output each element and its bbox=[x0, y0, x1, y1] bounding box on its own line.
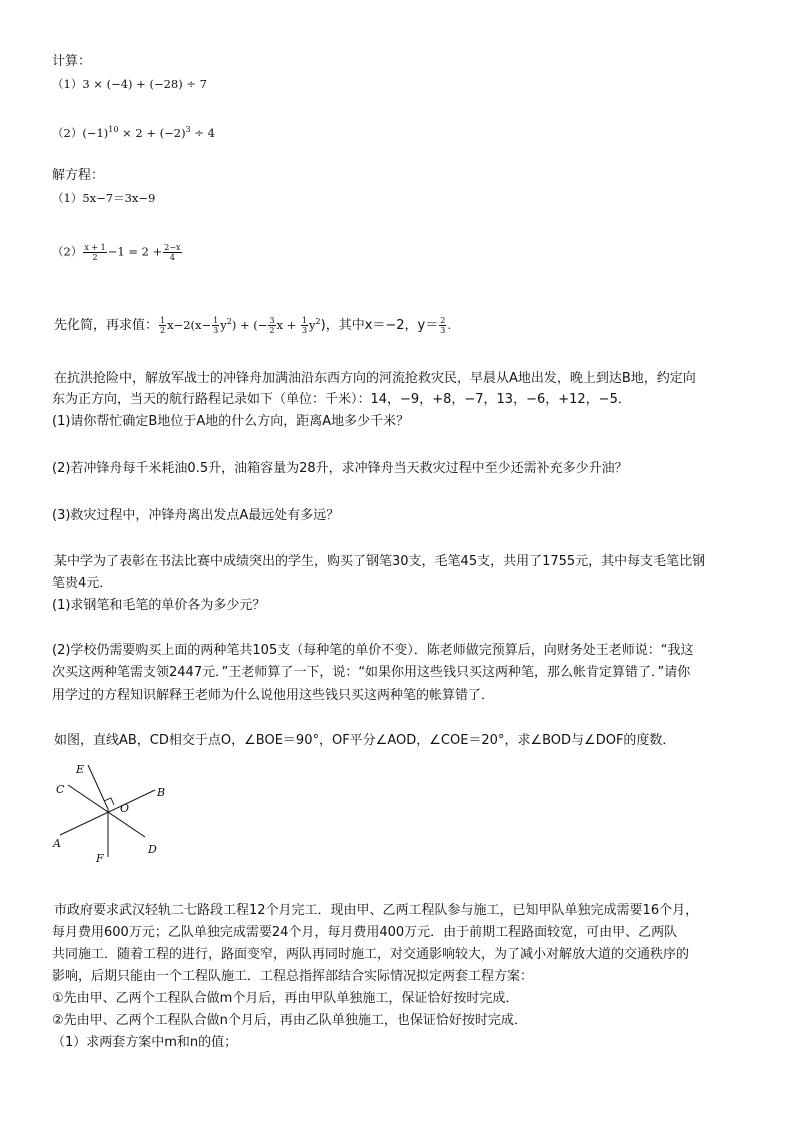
label-c: C bbox=[56, 783, 65, 796]
q1-part2: $(2)(-1)^{10} \times 2 + (-2)^3 \div 4$ bbox=[52, 125, 215, 140]
q7-sub1: （1）求两套方案中m和n的值； bbox=[52, 1035, 238, 1050]
q4-sub1: (1)请你帮忙确定B地位于A地的什么方向，距离A地多少千米？ bbox=[52, 414, 410, 429]
fraction: $\frac{2-x}{4}$ bbox=[164, 243, 181, 262]
q5-sub2-line1: (2)学校仍需要购买上面的两种笔共105支（每种笔的单价不变）．陈老师做完预算后，向财务处王老师说：“我这 bbox=[52, 643, 694, 658]
q7-plan1: ①先由甲、乙两个工程队合做m个月后，再由甲队单独施工，保证恰好按时完成． bbox=[52, 991, 519, 1006]
q1-heading: 计算： bbox=[52, 54, 92, 69]
q5-sub2-line2: 次买这两种笔需支领2447元．”王老师算了一下，说：“如果你用这些钱只买这两种笔，那么帐肯定算错了．”请你 bbox=[52, 665, 691, 680]
line-cd bbox=[68, 785, 145, 837]
q5-sub1: (1)求钢笔和毛笔的单价各为多少元？ bbox=[52, 598, 266, 613]
q4-sub3: (3)救灾过程中，冲锋舟离出发点A最远处有多远？ bbox=[52, 508, 340, 523]
q2-heading: 解方程： bbox=[52, 168, 105, 183]
fraction: $\frac{x + 1}{2}$ bbox=[84, 243, 106, 262]
ray-oe bbox=[88, 765, 108, 809]
label-f: F bbox=[96, 852, 104, 865]
label-b: B bbox=[157, 786, 166, 799]
q5-sub2-line3: 用学过的方程知识解释王老师为什么说他用这些钱只买这两种笔的帐算错了． bbox=[52, 688, 495, 703]
q7-line3: 共同施工．随着工程的进行，路面变窄，两队再同时施工，对交通影响较大，为了减小对解放大道的交通秩序的 bbox=[52, 947, 690, 962]
q7-plan2: ②先由甲、乙两个工程队合做n个月后，再由乙队单独施工，也保证恰好按时完成． bbox=[52, 1013, 527, 1028]
q1-part1: （1）3 × (−4) + (−28) ÷ 7 bbox=[52, 77, 207, 91]
q7-line4: 影响，后期只能由一个工程队施工．工程总指挥部结合实际情况拟定两套工程方案： bbox=[52, 969, 534, 984]
q4-line2: 东为正方向，当天的航行路程记录如下（单位：千米）：14，−9，+8，−7，13，−6，+12，−5． bbox=[52, 392, 631, 407]
q7-line2: 每月费用600万元；乙队单独完成需要24个月，每月费用400万元．由于前期工程路面较宽，可由甲、乙两队 bbox=[52, 925, 678, 940]
q4-sub2: (2)若冲锋舟每千米耗油0.5升，油箱容量为28升，求冲锋舟当天救灾过程中至少还需补充多少升油？ bbox=[52, 461, 628, 476]
q3-simplify: 先化简，再求值： $\frac{1}{2}$ x−2(x− $\frac{1}{3}$ $y^2$) + (− $\frac{3}{2}$ x + $\frac{1}{3}$ $y^2$)，其中x＝−2，y＝ $\frac{2}{3}$ . bbox=[54, 316, 451, 336]
q2-part2: （2） $\frac{x + 1}{2}$ −1 = 2 + $\frac{2-x}{4}$ bbox=[52, 243, 181, 262]
label-e: E bbox=[76, 763, 85, 776]
q5-line2: 笔贵4元． bbox=[52, 576, 113, 591]
label-o: O bbox=[120, 802, 130, 815]
q4-line1: 在抗洪抢险中，解放军战士的冲锋舟加满油沿东西方向的河流抢救灾民，早晨从A地出发，晚上到达B地，约定向 bbox=[54, 371, 696, 386]
q5-line1: 某中学为了表彰在书法比赛中成绩突出的学生，购买了钢笔30支，毛笔45支，共用了1755元，其中每支毛笔比钢 bbox=[54, 554, 706, 569]
label-d: D bbox=[148, 843, 157, 856]
geometry-figure bbox=[40, 755, 180, 865]
q2-part1: （1）5x−7＝3x−9 bbox=[52, 191, 156, 205]
q6-line1: 如图，直线AB，CD相交于点O，∠BOE＝90°，OF平分∠AOD，∠COE＝20°，求∠BOD与∠DOF的度数． bbox=[54, 733, 676, 748]
q7-line1: 市政府要求武汉轻轨二七路段工程12个月完工．现由甲、乙两工程队参与施工，已知甲队单独完成需要16个月， bbox=[54, 903, 699, 918]
label-a: A bbox=[53, 837, 61, 850]
